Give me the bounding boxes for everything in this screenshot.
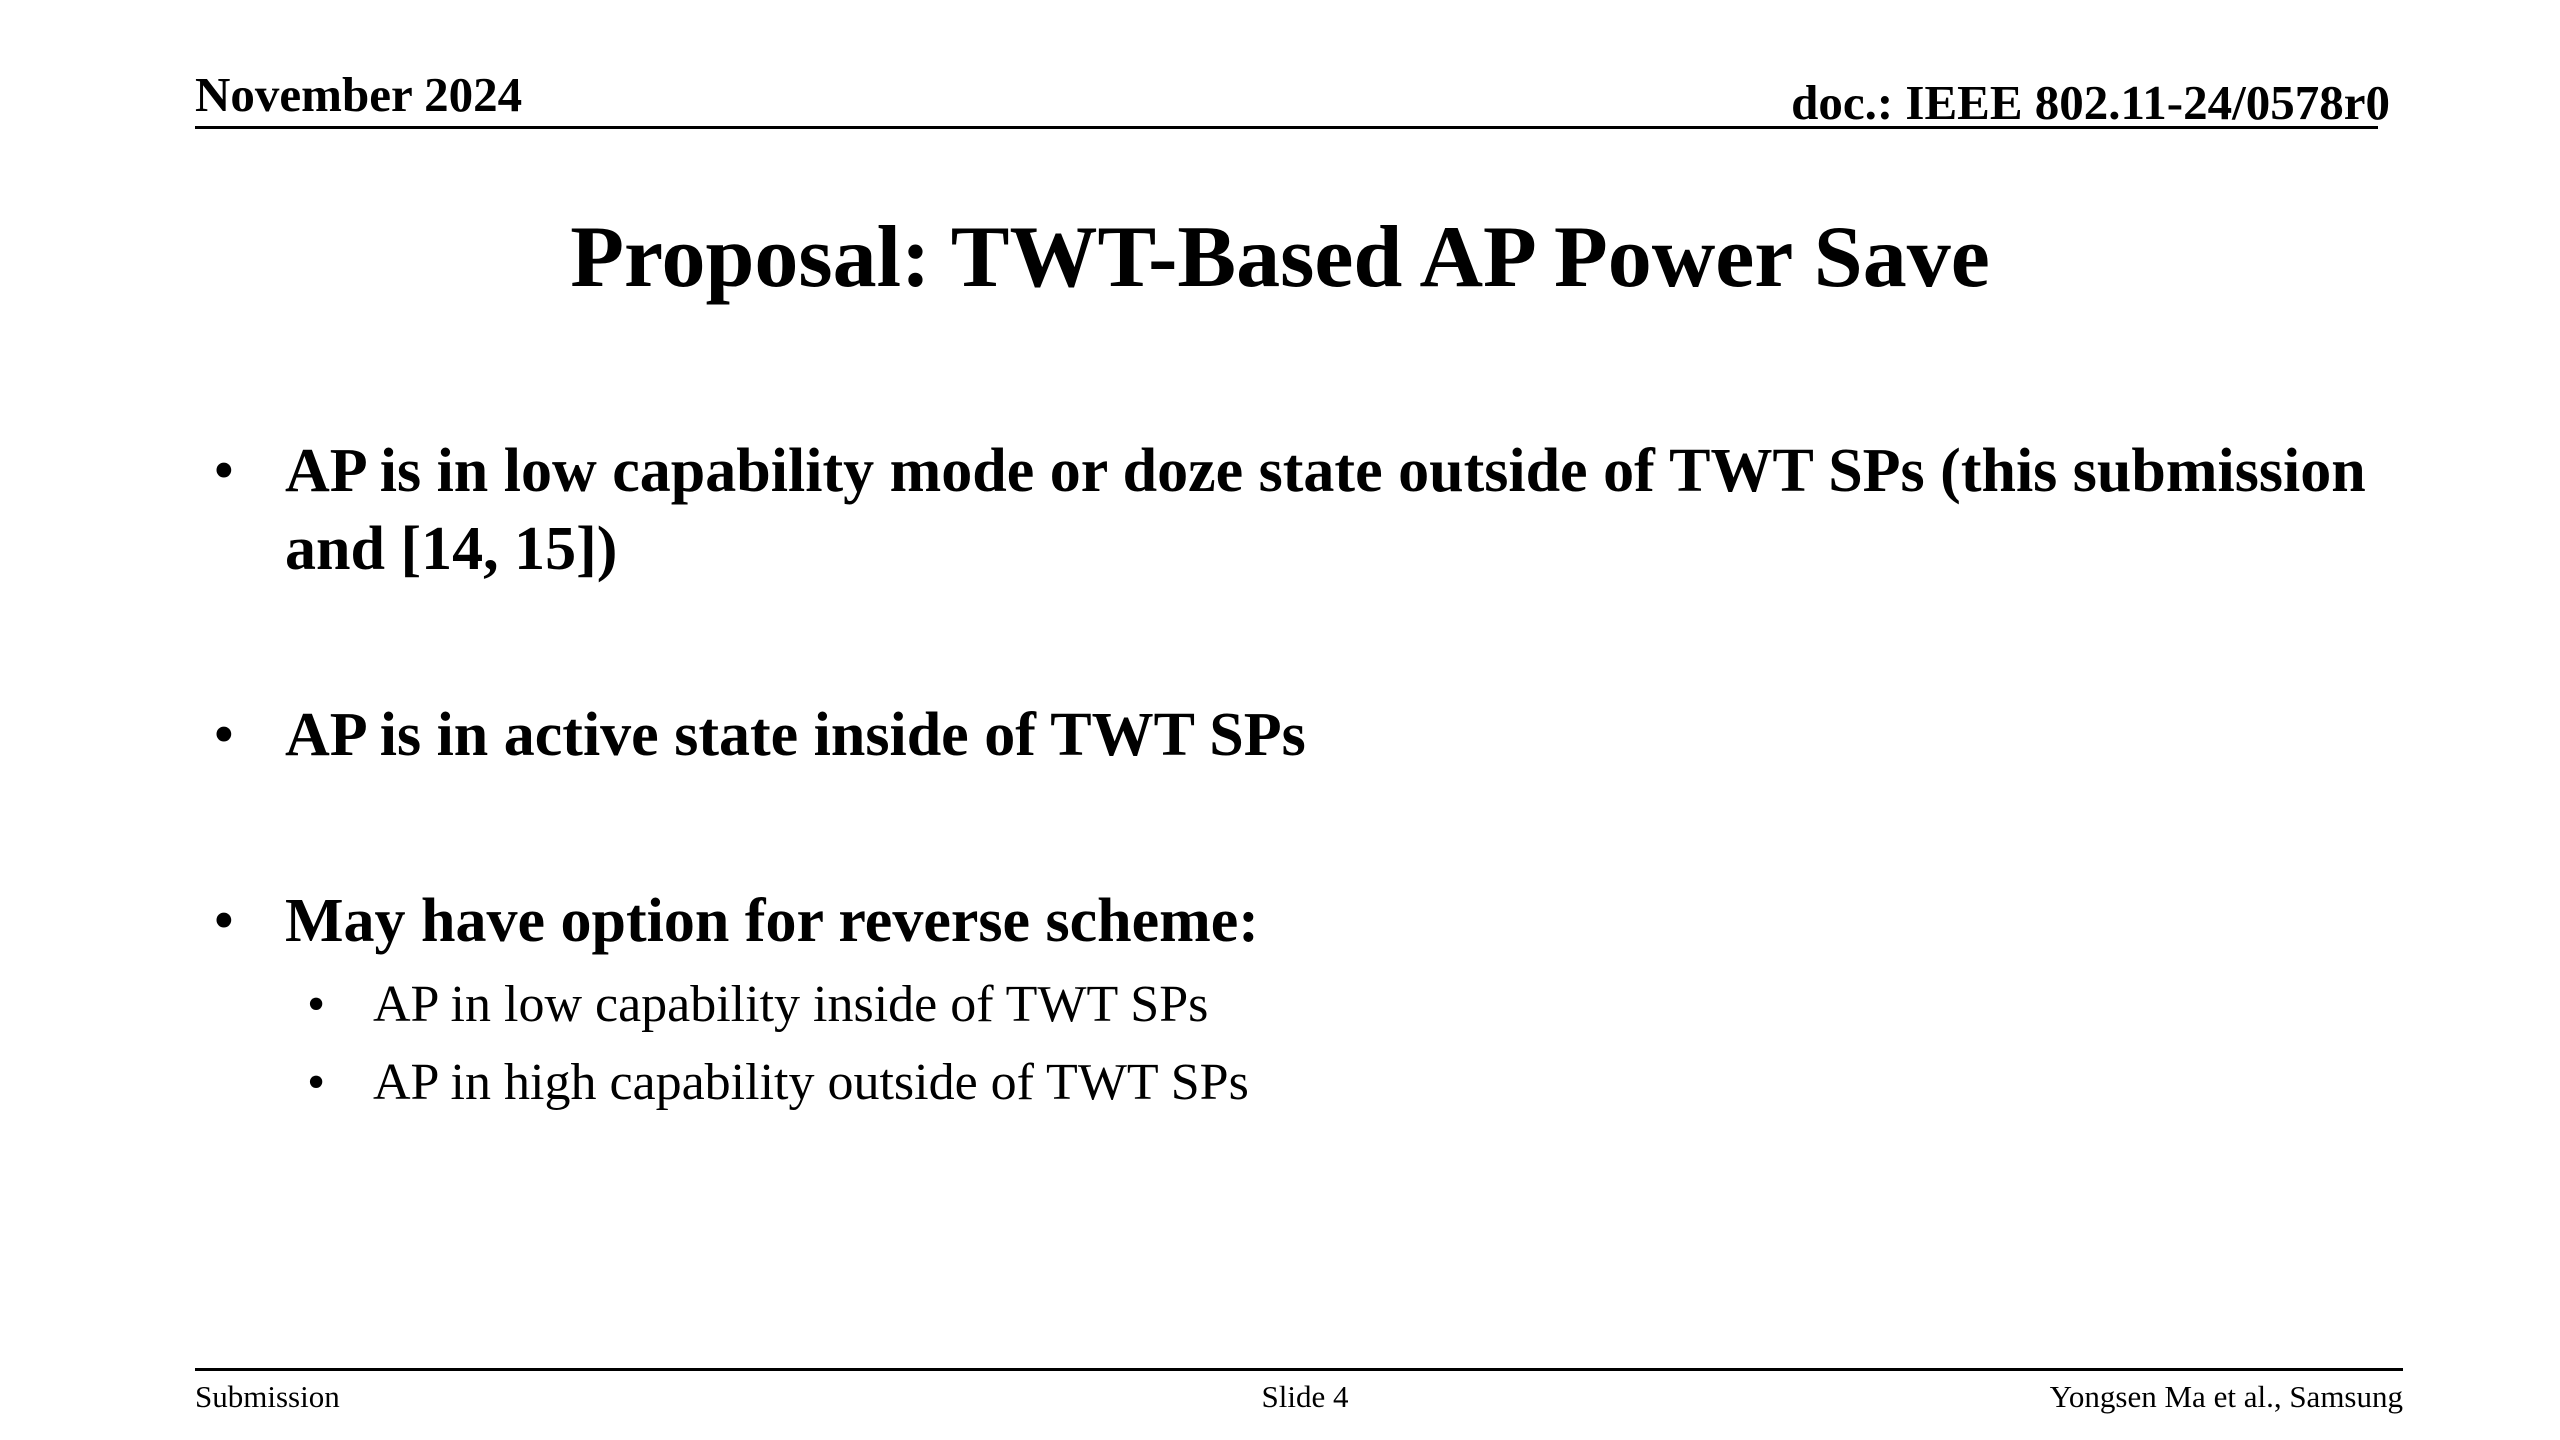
footer-divider xyxy=(195,1368,2403,1371)
sub-bullet-list xyxy=(195,966,2375,1122)
bullet-item xyxy=(195,432,2375,588)
bullet-text: AP is in low capability mode or doze state outside of TWT SPs (this submission and [14, 15]) xyxy=(285,437,2366,583)
bullet-text: AP is in active state inside of TWT SPs xyxy=(285,701,1306,769)
sub-bullet-marker: • xyxy=(307,1054,326,1111)
sub-bullet-text: AP in high capability outside of TWT SPs xyxy=(373,1054,1249,1111)
bullet-marker: • xyxy=(213,701,235,769)
bullet-text: May have option for reverse scheme: xyxy=(285,887,1259,955)
slide-title: Proposal: TWT-Based AP Power Save xyxy=(570,209,1990,306)
header-date: November 2024 xyxy=(195,67,523,122)
bullet-marker: • xyxy=(213,437,235,505)
bullet-marker: • xyxy=(213,887,235,955)
footer-slide-number: Slide 4 xyxy=(1261,1379,1349,1414)
footer-author: Yongsen Ma et al., Samsung xyxy=(2049,1379,2403,1414)
sub-bullet-item xyxy=(195,966,2375,1044)
sub-bullet-item xyxy=(195,1044,2375,1122)
footer-submission: Submission xyxy=(195,1379,340,1414)
bullet-item xyxy=(195,882,2375,960)
header-doc-id: doc.: IEEE 802.11-24/0578r0 xyxy=(1791,75,2390,130)
header-divider xyxy=(195,126,2378,129)
sub-bullet-text: AP in low capability inside of TWT SPs xyxy=(373,976,1209,1033)
sub-bullet-marker: • xyxy=(307,976,326,1033)
bullet-item xyxy=(195,696,2375,774)
slide-content xyxy=(195,432,2375,1122)
